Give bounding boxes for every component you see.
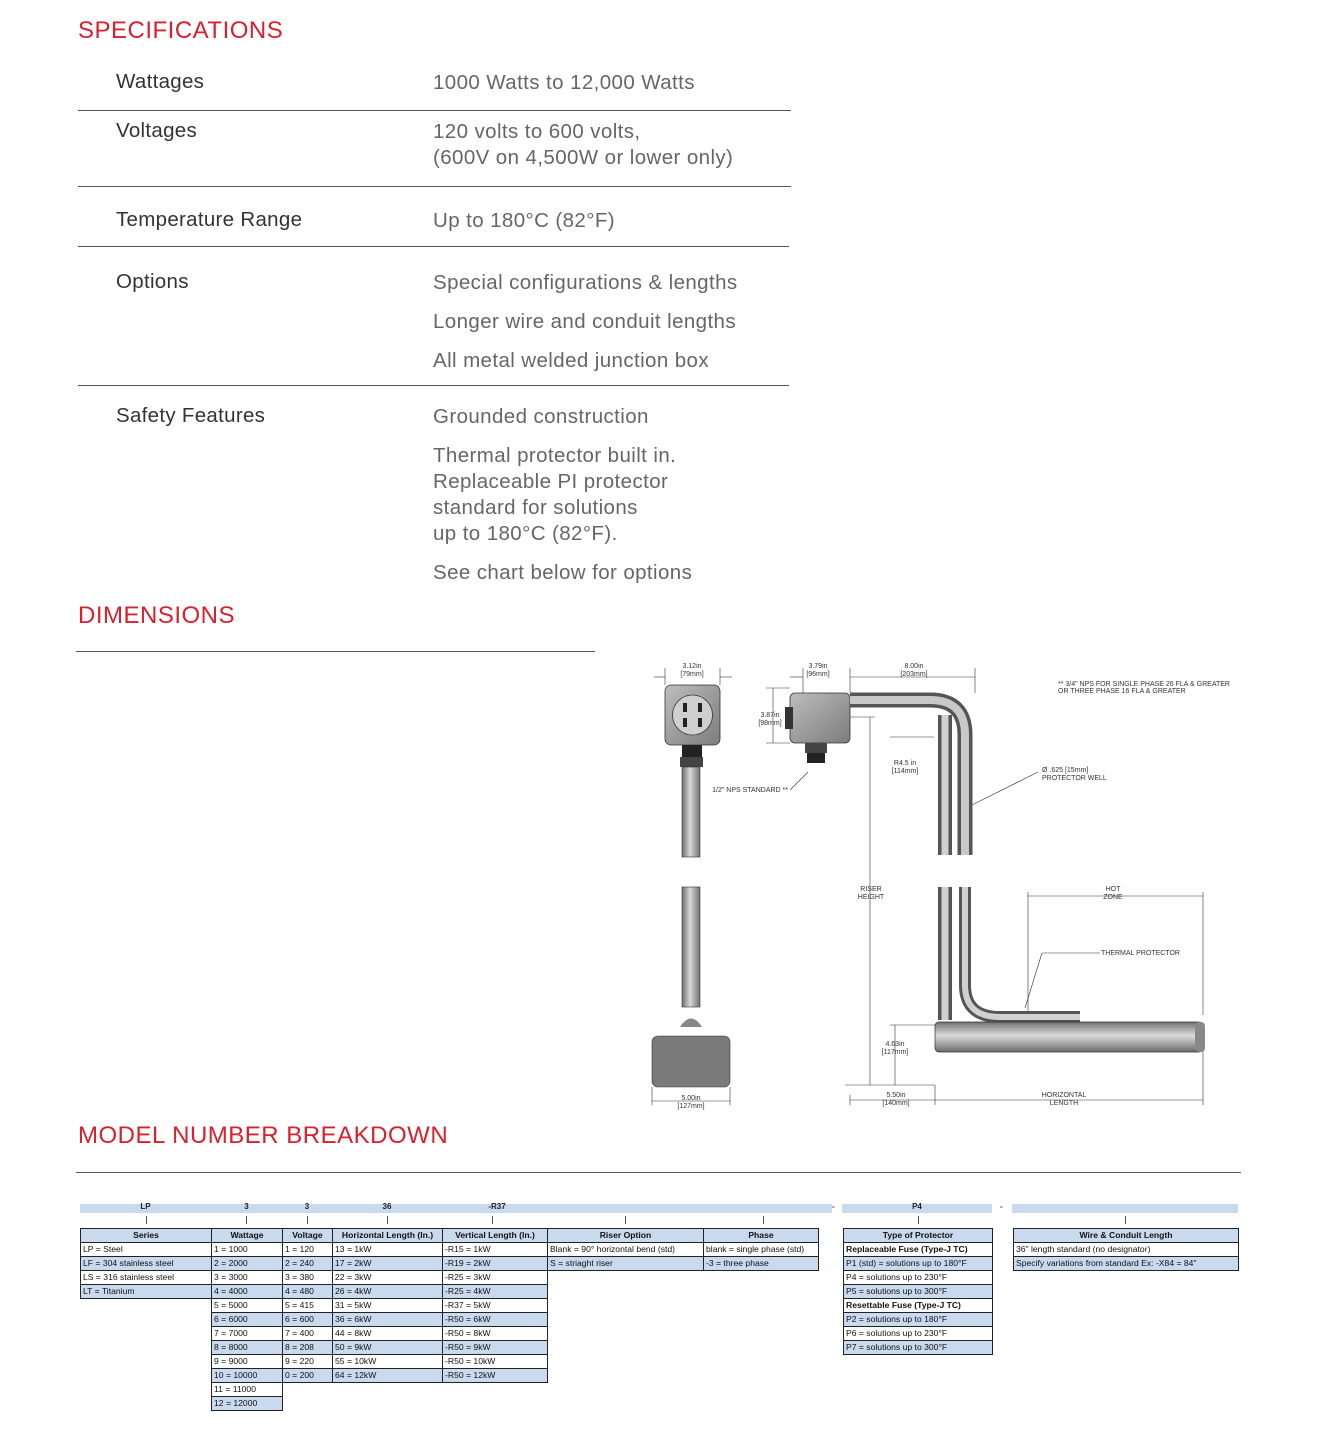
svg-text:HORIZONTAL: HORIZONTAL [1041,1092,1087,1099]
table-row: 2 = 240 [283,1257,332,1271]
svg-text:[79mm]: [79mm] [680,671,704,678]
table-row: P2 = solutions up to 180°F [844,1313,992,1327]
phase-column: Phase blank = single phase (std) -3 = three phase [703,1228,819,1271]
table-row: LF = 304 stainless steel [81,1257,211,1271]
table-row: -R50 = 12kW [443,1369,547,1383]
table-row: 1 = 1000 [212,1243,282,1257]
series-column: Series LP = Steel LF = 304 stainless steel LS = 316 stainless steel LT = Titanium [80,1228,212,1299]
wattage-column: Wattage 1 = 1000 2 = 2000 3 = 3000 4 = 4000 5 = 5000 6 = 6000 7 = 7000 8 = 8000 9 = 9000 10 = 10000 11 = 11000 12 = 12000 [211,1228,283,1411]
table-row: 26 = 4kW [333,1285,442,1299]
svg-text:[96mm]: [96mm] [806,671,830,678]
spec-value: 120 volts to 600 volts, (600V on 4,500W or lower only) [433,120,734,169]
table-row: -R50 = 10kW [443,1355,547,1369]
svg-text:3.79in: 3.79in [808,663,828,670]
table-row: 44 = 8kW [333,1327,442,1341]
svg-text:1/2" NPS STANDARD **: 1/2" NPS STANDARD ** [712,787,788,794]
svg-text:4.63in: 4.63in [885,1041,905,1048]
table-row: 5 = 415 [283,1299,332,1313]
divider [76,1172,1241,1173]
dimensions-title: DIMENSIONS [78,602,236,629]
table-row: 4 = 480 [283,1285,332,1299]
table-row: P5 = solutions up to 300°F [844,1285,992,1299]
svg-text:THERMAL PROTECTOR: THERMAL PROTECTOR [1101,950,1180,957]
example-protector: P4 [912,1202,922,1211]
table-row: -R50 = 9kW [443,1341,547,1355]
spec-label: Temperature Range [116,208,303,231]
example-wattage: 3 [244,1202,249,1211]
table-row: 36 = 6kW [333,1313,442,1327]
table-row: 22 = 3kW [333,1271,442,1285]
table-row: 0 = 200 [283,1369,332,1383]
table-row: LP = Steel [81,1243,211,1257]
table-row: -3 = three phase [704,1257,818,1271]
example-dash: - [832,1202,835,1211]
table-row: 31 = 5kW [333,1299,442,1313]
table-row: LT = Titanium [81,1285,211,1299]
svg-text:3.12in: 3.12in [682,663,702,670]
table-row: 17 = 2kW [333,1257,442,1271]
table-row: 7 = 7000 [212,1327,282,1341]
model-breakdown-title: MODEL NUMBER BREAKDOWN [78,1122,449,1149]
table-row: -R25 = 4kW [443,1285,547,1299]
svg-text:8.00in: 8.00in [904,663,924,670]
spec-value: 1000 Watts to 12,000 Watts [433,71,695,94]
table-row: -R25 = 3kW [443,1271,547,1285]
table-row: 8 = 8000 [212,1341,282,1355]
svg-text:5.00in: 5.00in [681,1095,701,1102]
heater-dimension-drawing [640,655,1240,1115]
svg-text:[117mm]: [117mm] [881,1049,909,1056]
table-row: Specify variations from standard Ex: -X84 = 84" [1014,1257,1238,1271]
spec-value: Grounded construction Thermal protector built in. Replaceable PI protector standard for solutions up to 180°C (82°F). See chart below for options [433,405,693,584]
table-row: 55 = 10kW [333,1355,442,1369]
model-number-table [80,1200,1240,1420]
table-row: Blank = 90° horizontal bend (std) [548,1243,703,1257]
voltage-column: Voltage 1 = 120 2 = 240 3 = 380 4 = 480 5 = 415 6 = 600 7 = 400 8 = 208 9 = 220 0 = 200 [282,1228,333,1383]
table-row: P6 = solutions up to 230°F [844,1327,992,1341]
svg-text:[98mm]: [98mm] [758,720,782,727]
protector-column: Type of Protector Replaceable Fuse (Type-J TC) P1 (std) = solutions up to 180°F P4 = solutions up to 230°F P5 = solutions up to 300°F Resettable Fuse (Type-J TC) P2 = solutions up to 180°F P6 = solutions up to 230°F P7 = solutions up to 300°F [843,1228,993,1355]
table-row: 2 = 2000 [212,1257,282,1271]
svg-text:PROTECTOR WELL: PROTECTOR WELL [1042,775,1107,782]
svg-text:3.87in: 3.87in [760,712,780,719]
spec-label: Options [116,270,189,293]
table-row: 10 = 10000 [212,1369,282,1383]
svg-text:5.50in: 5.50in [886,1092,906,1099]
table-row: 6 = 600 [283,1313,332,1327]
vertical-column: Vertical Length (In.) -R15 = 1kW -R19 = 2kW -R25 = 3kW -R25 = 4kW -R37 = 5kW -R50 = 6kW -R50 = 8kW -R50 = 9kW -R50 = 10kW -R50 = 12kW [442,1228,548,1383]
table-row: 11 = 11000 [212,1383,282,1397]
table-row: 64 = 12kW [333,1369,442,1383]
svg-text:[140mm]: [140mm] [882,1100,910,1107]
divider [78,385,789,386]
svg-text:** 3/4" NPS FOR SINGLE PHASE 2: ** 3/4" NPS FOR SINGLE PHASE 26 FLA & GREATER [1058,681,1230,688]
spec-label: Voltages [116,119,198,142]
divider [78,246,789,247]
riser-column: Riser Option Blank = 90° horizontal bend (std) S = striaght riser [547,1228,704,1271]
table-row: S = striaght riser [548,1257,703,1271]
table-row: P4 = solutions up to 230°F [844,1271,992,1285]
table-row: 36" length standard (no designator) [1014,1243,1238,1257]
svg-text:LENGTH: LENGTH [1049,1100,1079,1107]
spec-value: Up to 180°C (82°F) [433,209,615,232]
svg-text:HOT: HOT [1105,886,1121,893]
table-row: 1 = 120 [283,1243,332,1257]
spec-label: Wattages [116,70,205,93]
spec-label: Safety Features [116,404,266,427]
svg-text:[114mm]: [114mm] [891,768,919,775]
svg-text:HEIGHT: HEIGHT [857,894,885,901]
svg-text:Ø .625 [15mm]: Ø .625 [15mm] [1042,767,1089,774]
svg-text:[127mm]: [127mm] [677,1103,705,1110]
divider [78,110,791,111]
svg-text:R4.5 in: R4.5 in [893,760,917,767]
table-row: 3 = 380 [283,1271,332,1285]
table-row: blank = single phase (std) [704,1243,818,1257]
divider [78,186,791,187]
table-row: 13 = 1kW [333,1243,442,1257]
table-row: LS = 316 stainless steel [81,1271,211,1285]
table-row: 5 = 5000 [212,1299,282,1313]
table-row: 50 = 9kW [333,1341,442,1355]
svg-text:[203mm]: [203mm] [900,671,928,678]
wire-column: Wire & Conduit Length 36" length standard (no designator) Specify variations from standard Ex: -X84 = 84" [1013,1228,1239,1271]
table-row: -R15 = 1kW [443,1243,547,1257]
table-row: -R19 = 2kW [443,1257,547,1271]
svg-text:RISER: RISER [860,886,882,893]
table-row: P7 = solutions up to 300°F [844,1341,992,1355]
example-vertical: -R37 [488,1202,506,1211]
divider [76,651,595,652]
table-row: 9 = 220 [283,1355,332,1369]
example-series: LP [140,1202,151,1211]
table-row: -R50 = 6kW [443,1313,547,1327]
table-row: 7 = 400 [283,1327,332,1341]
example-horizontal: 36 [382,1202,392,1211]
table-row: -R37 = 5kW [443,1299,547,1313]
table-row: Resettable Fuse (Type-J TC) [844,1299,992,1313]
table-row: 3 = 3000 [212,1271,282,1285]
example-voltage: 3 [304,1202,310,1211]
table-row: 12 = 12000 [212,1397,282,1411]
table-row: P1 (std) = solutions up to 180°F [844,1257,992,1271]
svg-text:OR THREE PHASE 16 FLA & GREATE: OR THREE PHASE 16 FLA & GREATER [1058,688,1186,695]
table-row: 6 = 6000 [212,1313,282,1327]
spec-value: Special configurations & lengths Longer wire and conduit lengths All metal welded junction box [433,271,738,372]
example-dash: - [1000,1202,1003,1211]
table-row: 4 = 4000 [212,1285,282,1299]
specifications-title: SPECIFICATIONS [78,17,284,44]
table-row: Replaceable Fuse (Type-J TC) [844,1243,992,1257]
svg-text:ZONE: ZONE [1103,894,1123,901]
horizontal-column: Horizontal Length (In.) 13 = 1kW 17 = 2kW 22 = 3kW 26 = 4kW 31 = 5kW 36 = 6kW 44 = 8kW 50 = 9kW 55 = 10kW 64 = 12kW [332,1228,443,1383]
example-bar [1012,1204,1238,1213]
table-row: 9 = 9000 [212,1355,282,1369]
table-row: -R50 = 8kW [443,1327,547,1341]
table-row: 8 = 208 [283,1341,332,1355]
